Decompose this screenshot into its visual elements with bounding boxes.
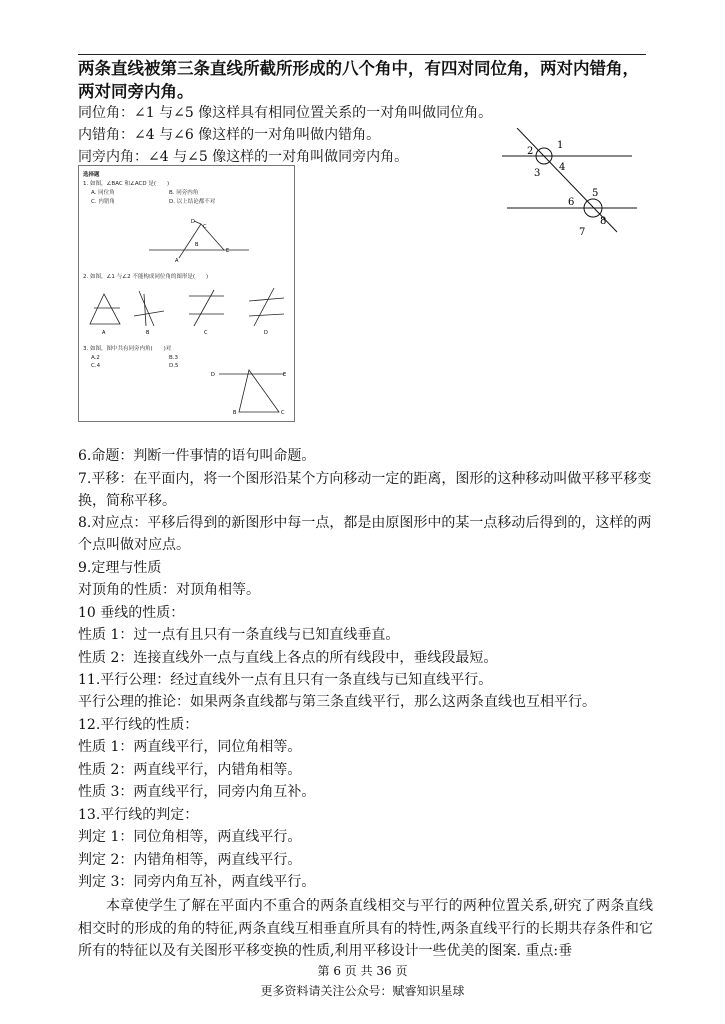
q2-option: D bbox=[264, 330, 268, 336]
q2-option: B bbox=[146, 330, 150, 336]
item-vertical-angles: 对顶角的性质：对顶角相等。 bbox=[78, 582, 260, 598]
item-parallel-criterion-1: 判定 1：同位角相等，两直线平行。 bbox=[78, 829, 302, 845]
item-perpendicular-1: 性质 1：过一点有且只有一条直线与已知直线垂直。 bbox=[78, 627, 400, 643]
angle-label: 1 bbox=[557, 140, 564, 151]
q3-figure bbox=[209, 366, 289, 416]
q3-point: D bbox=[211, 372, 215, 378]
exercise-image bbox=[78, 165, 295, 422]
question-2: 2. 如图，∠1 与∠2 不能构成同位角的图形是( ) bbox=[83, 274, 209, 280]
q1-option: D. 以上结论都不对 bbox=[169, 199, 216, 205]
q1-option: B. 同旁内角 bbox=[169, 190, 199, 196]
question-1: 1. 如图，∠BAC 和∠ACD 是( ) bbox=[83, 181, 170, 187]
question-3: 3. 如图，图中共有同旁内角( )对 bbox=[83, 346, 172, 352]
angle-label: 6 bbox=[568, 197, 575, 208]
angle-label: 7 bbox=[579, 227, 586, 238]
q3-point: E bbox=[283, 372, 287, 378]
item-parallel-properties-heading: 12.平行线的性质： bbox=[78, 717, 199, 733]
q1-point: E bbox=[226, 248, 230, 254]
item-parallel-property-3: 性质 3：两直线平行，同旁内角互补。 bbox=[78, 784, 316, 800]
item-parallel-property-1: 性质 1：两直线平行，同位角相等。 bbox=[78, 739, 302, 755]
angle-label: 3 bbox=[534, 168, 541, 179]
item-perpendicular-heading: 10 垂线的性质： bbox=[78, 605, 185, 621]
q3-point: C bbox=[281, 410, 285, 416]
q1-point: A bbox=[175, 258, 179, 264]
item-corresponding-points: 8.对应点：平移后得到的新图形中每一点，都是由原图形中的某一点移动后得到的，这样的两个点叫做对应点。 bbox=[78, 515, 652, 553]
q2-option: A bbox=[102, 330, 106, 336]
q3-option: D.5 bbox=[169, 363, 179, 369]
exercise-title: 选择题 bbox=[83, 172, 100, 178]
q1-point: D bbox=[191, 219, 195, 225]
q3-option: C.4 bbox=[91, 363, 101, 369]
q2-figures bbox=[84, 286, 289, 336]
item-proposition: 6.命题：判断一件事情的语句叫命题。 bbox=[78, 448, 316, 464]
item-parallel-corollary: 平行公理的推论：如果两条直线都与第三条直线平行，那么这两条直线也互相平行。 bbox=[78, 694, 596, 710]
item-parallel-criterion-2: 判定 2：内错角相等，两直线平行。 bbox=[78, 852, 302, 868]
q1-point: C bbox=[203, 224, 207, 230]
q2-option: C bbox=[204, 330, 208, 336]
definition-alternate: 内错角：∠4 与∠6 像这样的一对角叫做内错角。 bbox=[78, 127, 381, 143]
angle-diagram bbox=[482, 128, 642, 238]
item-parallel-criterion-3: 判定 3：同旁内角互补，两直线平行。 bbox=[78, 874, 316, 890]
page-number: 第 6 页 共 36 页 bbox=[317, 964, 408, 978]
heading: 两条直线被第三条直线所截所形成的八个角中，有四对同位角，两对内错角，两对同旁内角。 bbox=[78, 59, 639, 101]
item-theorem-heading: 9.定理与性质 bbox=[78, 560, 162, 576]
item-perpendicular-2: 性质 2：连接直线外一点与直线上各点的所有线段中，垂线段最短。 bbox=[78, 650, 498, 666]
q1-option: A. 同位角 bbox=[91, 190, 115, 196]
top-rule bbox=[78, 54, 646, 55]
item-parallel-property-2: 性质 2：两直线平行，内错角相等。 bbox=[78, 762, 302, 778]
q3-point: B bbox=[233, 410, 237, 416]
definition-corresponding: 同位角：∠1 与∠5 像这样具有相同位置关系的一对角叫做同位角。 bbox=[78, 105, 493, 121]
q3-option: B.3 bbox=[169, 355, 179, 361]
q1-figure bbox=[139, 216, 259, 266]
angle-label: 5 bbox=[592, 188, 599, 199]
angle-label: 8 bbox=[600, 216, 607, 227]
item-parallel-axiom: 11.平行公理：经过直线外一点有且只有一条直线与已知直线平行。 bbox=[78, 672, 493, 688]
q1-point: B bbox=[195, 242, 199, 248]
angle-label: 2 bbox=[527, 146, 534, 157]
q1-option: C. 内错角 bbox=[91, 199, 115, 205]
item-parallel-criteria-heading: 13.平行线的判定： bbox=[78, 807, 199, 823]
footer-note: 更多资料请关注公众号：赋睿知识星球 bbox=[260, 984, 465, 998]
chapter-summary: 本章使学生了解在平面内不重合的两条直线相交与平行的两种位置关系,研究了两条直线相交时的形成的角的特征,两条直线互相垂直所具有的特性,两条直线平行的长期共存条件和它所有的特征以及有关图形平移变换的性质,利用平移设计一些优美的图案. 重点:垂 bbox=[78, 898, 653, 959]
q3-option: A.2 bbox=[91, 355, 100, 361]
definition-consecutive: 同旁内角：∠4 与∠5 像这样的一对角叫做同旁内角。 bbox=[78, 149, 409, 165]
angle-label: 4 bbox=[559, 162, 566, 173]
item-translation: 7.平移：在平面内，将一个图形沿某个方向移动一定的距离，图形的这种移动叫做平移平移变换，简称平移。 bbox=[78, 471, 652, 509]
